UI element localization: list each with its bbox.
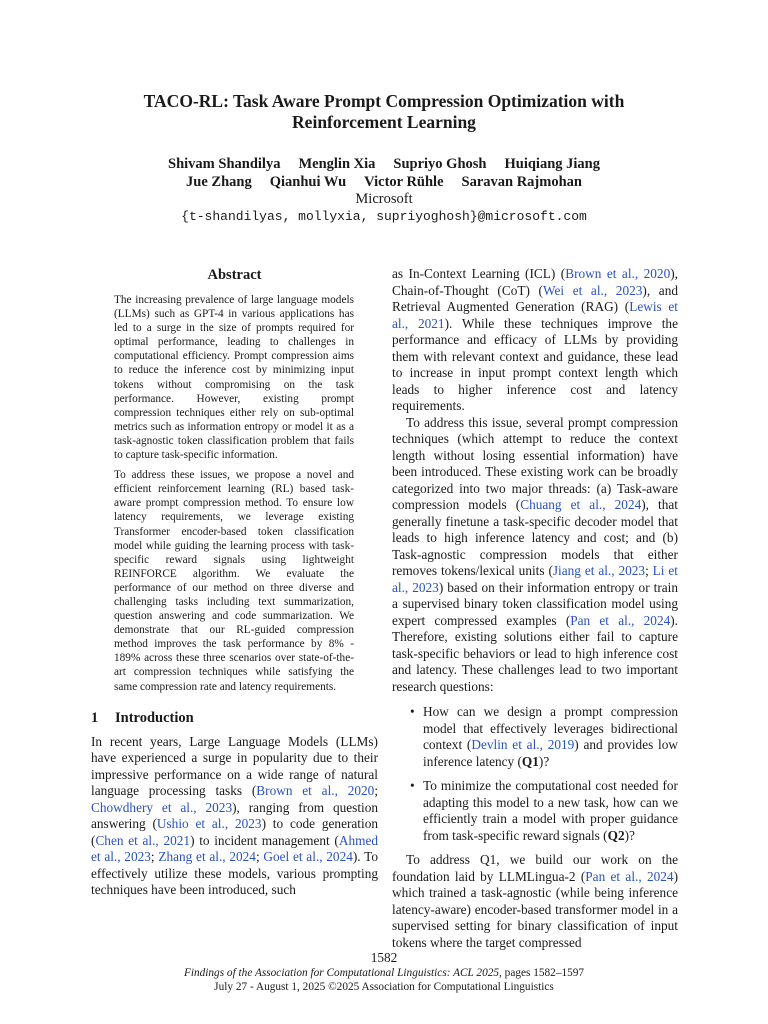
author-row-2	[80, 173, 688, 191]
section-heading-introduction	[91, 709, 378, 727]
author-name: Menglin Xia	[298, 156, 376, 172]
citation-link[interactable]: Zhang et al., 2024	[158, 849, 256, 865]
page-range: , pages 1582–1597	[499, 967, 585, 979]
author-name: Saravan Rajmohan	[461, 174, 582, 190]
abstract-paragraph-1: The increasing prevalence of large language models (LLMs) such as GPT-4 in various applications has led to a surge in the size of prompts required for optimal performance, leading to challenges in computational efficiency. Prompt compression aims to reduce the inference cost by minimizing input tokens without compromising on the task performance. However, existing prompt compression techniques either rely on sub-optimal metrics such as information entropy or model it as a task-agnostic token classification problem that fails to capture task-specific information.	[114, 294, 354, 462]
citation-link[interactable]: Ahmed et al., 2023	[91, 832, 378, 865]
paper-title	[80, 91, 688, 133]
research-questions-list	[392, 704, 678, 844]
author-name: Victor Rühle	[364, 174, 444, 190]
citation-link[interactable]: Devlin et al., 2019	[471, 737, 575, 752]
citation-link[interactable]: Chowdhery et al., 2023	[91, 799, 233, 815]
list-item: • To minimize the computational cost needed for adapting this model to a new task, how can we efficiently train a model with proper guidance from task-specific reward signals (Q2)?	[410, 778, 678, 843]
citation-link[interactable]: Pan et al., 2024	[585, 868, 674, 884]
citation-link[interactable]: Chuang et al., 2024	[520, 497, 642, 512]
section-number: 1	[91, 709, 99, 726]
citation-link[interactable]: Brown et al., 2020	[565, 266, 671, 281]
author-name: Qianhui Wu	[269, 174, 347, 190]
citation-link[interactable]: Brown et al., 2020	[256, 783, 375, 799]
venue-name: Findings of the Association for Computational Linguistics: ACL 2025	[183, 967, 500, 979]
author-name: Supriyo Ghosh	[393, 156, 487, 172]
left-column	[91, 266, 378, 899]
intro-paragraph-1: In recent years, Large Language Models (LLMs) have experienced a surge in popularity due to their impressive performance on a wide range of natural language processing tasks (Brown et al., 2020; Chowdhery et al., 2023), ranging from question answering (Ushio et al., 2023) to code generation (Chen et al., 2021) to incident management (Ahmed et al., 2023; Zhang et al., 2024; Goel et al., 2024). To effectively utilize these models, various prompting techniques have been introduced, such	[91, 733, 379, 898]
citation-link[interactable]: Jiang et al., 2023	[552, 563, 646, 578]
list-item: • How can we design a prompt compression model that effectively leverages bidirectional context (Devlin et al., 2019) and provides low inference latency (Q1)?	[410, 704, 678, 769]
question-label: Q2	[607, 827, 625, 843]
author-name: Jue Zhang	[186, 174, 252, 190]
citation-link[interactable]: Lewis et al., 2021	[392, 299, 678, 331]
citation-link[interactable]: Pan et al., 2024	[570, 612, 671, 628]
citation-link[interactable]: Ushio et al., 2023	[156, 816, 262, 832]
bullet-icon: •	[410, 704, 415, 719]
abstract-body	[91, 293, 378, 694]
section-title: Introduction	[115, 709, 194, 726]
question-label: Q1	[521, 753, 539, 769]
title-line-1: TACO-RL: Task Aware Prompt Compression Optimization with	[143, 91, 625, 111]
author-name: Shivam Shandilya	[168, 156, 281, 172]
page-footer	[0, 966, 768, 994]
citation-link[interactable]: Chen et al., 2021	[95, 832, 191, 848]
footer-line-2: July 27 - August 1, 2025 ©2025 Association for Computational Linguistics	[214, 981, 554, 993]
affiliation: Microsoft	[355, 191, 413, 207]
intro-paragraph-4: To address Q1, we build our work on the foundation laid by LLMLingua-2 (Pan et al., 2024) which trained a task-agnostic (while being inference latency-aware) encoder-based transformer model in a supervised setting for binary classification of input tokens where the target compressed	[392, 852, 678, 950]
intro-paragraph-2: as In-Context Learning (ICL) (Brown et al., 2020), Chain-of-Thought (CoT) (Wei et al., 2023), and Retrieval Augmented Generation (RAG) (Lewis et al., 2021). While these techniques improve the performance and efficacy of LLMs by providing them with relevant context and guidance, these lead to increase in input prompt context length which leads to higher inference cost and latency requirements.	[392, 266, 678, 413]
abstract-heading: Abstract	[207, 267, 262, 283]
author-list	[80, 155, 688, 191]
author-name: Huiqiang Jiang	[504, 156, 600, 172]
title-line-2: Reinforcement Learning	[292, 112, 476, 132]
citation-link[interactable]: Li et al., 2023	[392, 563, 678, 595]
citation-link[interactable]: Wei et al., 2023	[542, 282, 643, 298]
footer-line-1	[0, 966, 768, 980]
bullet-icon: •	[410, 778, 415, 793]
intro-body-left	[91, 734, 378, 899]
page-number: 1582	[370, 950, 398, 965]
abstract-paragraph-2: To address these issues, we propose a novel and efficient reinforcement learning (RL) based task-aware prompt compression method. To ensure low latency requirements, we leverage existing Transformer encoder-based token classification model while guiding the learning process with task-specific reward signals using lightweight REINFORCE algorithm. We evaluate the performance of our method on three diverse and challenging tasks including text summarization, question answering and code summarization. We demonstrate that our RL-guided compression method improves the task performance by 8% - 189% across these three scenarios over state-of-the-art compression techniques while satisfying the same compression rate and latency requirements.	[114, 469, 354, 693]
right-column	[392, 266, 678, 951]
intro-paragraph-3: To address this issue, several prompt compression techniques (which attempt to reduce the context length without losing essential information) have been introduced. These existing work can be broadly categorized into two major threads: (a) Task-aware compression models (Chuang et al., 2024), that generally finetune a task-specific decoder model that leads to high inference latency and cost; and (b) Task-agnostic compression models that either removes tokens/lexical units (Jiang et al., 2023; Li et al., 2023) based on their information entropy or train a supervised binary token classification model using expert compressed examples (Pan et al., 2024). Therefore, existing solutions either fail to capture task-specific behaviors or lead to high inference cost and latency. These challenges lead to two important research questions:	[392, 414, 679, 694]
author-row-1	[80, 155, 688, 173]
author-emails: {t-shandilyas, mollyxia, supriyoghosh}@microsoft.com	[181, 209, 587, 224]
citation-link[interactable]: Goel et al., 2024	[263, 849, 353, 865]
